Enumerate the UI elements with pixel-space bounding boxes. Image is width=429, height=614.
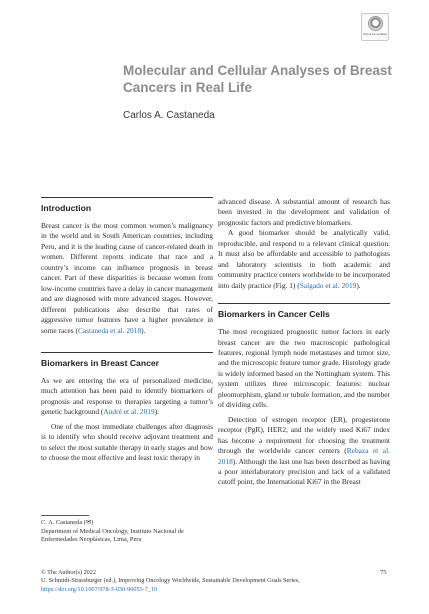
biomarkers-paragraph-1: As we are entering the era of personalized medicine, much attention has been paid to identify biomarkers of prognosis and response to therapies targeting a tumor’s genetic background (André et al. 2019).	[41, 375, 213, 417]
doi-link[interactable]: https://doi.org/10.1007/978-3-030-96053-7_10	[41, 585, 158, 593]
section-heading-biomarkers-breast: Biomarkers in Breast Cancer	[41, 352, 213, 368]
section-heading-introduction: Introduction	[41, 197, 213, 213]
good-biomarker-paragraph: A good biomarker should be analytically valid, reproducible, and respond to a relevant clinical question. It must also be affordable and accessible to pathologists and laboratory scientists in both academic and community practice centers worldwide to be incorporated into daily practice (Fig. 1) (Salgado et al. 2019).	[218, 228, 390, 290]
page-number: 75	[380, 569, 387, 576]
intro-paragraph: Breast cancer is the most common women’s malignancy in the world and in South American countries, including Peru, and it is the leading cause of cancer-related death in women. Different reports indicate that race and a country’s income can influence prognosis in breast cancer. Part of these disparities is because women from low-income countries have a delay in cancer management and are diagnosed with more advanced stages. However, different publications also describe that rates of aggressive tumor features have a higher prevalence in some races (Castaneda et al. 2018).	[41, 221, 213, 335]
book-citation-line: U. Schmidt-Strassburger (ed.), Improving Oncology Worldwide, Sustainable Development Goals Series,	[41, 577, 300, 585]
chapter-author: Carlos A. Castaneda	[123, 110, 215, 121]
footnote-affiliation: Department of Medical Oncology, Instituto Nacional de Enfermedades Neoplásicas, Lima, Peru	[41, 527, 184, 544]
section-heading-biomarkers-cells: Biomarkers in Cancer Cells	[218, 303, 390, 319]
author-footnote	[41, 519, 213, 545]
cells-paragraph-2: Detection of estrogen receptor (ER), progesterone receptor (PgR), HER2, and the widely used Ki67 index has become a requirement for choosing the treatment through the worldwide cancer centers (Rebaza et al. 2018). Although the last one has been described as having a poor interlaboratory precision and lack of a validated cutoff point, the International Ki67 in the Breast	[218, 414, 390, 487]
citation-link[interactable]: Castaneda et al. 2018	[77, 325, 142, 335]
copyright-line: © The Author(s) 2022	[41, 569, 96, 576]
citation-link[interactable]: Rebaza et al. 2018	[218, 446, 390, 466]
left-column	[41, 197, 213, 464]
citation-link[interactable]: Salgado et al. 2019	[299, 280, 357, 290]
citation-link[interactable]: André et al. 2019	[103, 407, 155, 417]
check-for-updates-badge[interactable]	[361, 13, 389, 41]
footnote-divider	[41, 515, 89, 516]
continued-paragraph: advanced disease. A substantial amount of research has been invested in the development and validation of prognostic factors and predictive biomarkers.	[218, 197, 390, 227]
right-column	[218, 197, 390, 488]
copyright-block	[41, 569, 381, 594]
footnote-author-name: C. A. Castaneda (✉)	[41, 519, 94, 526]
crossmark-icon	[368, 16, 383, 31]
biomarkers-paragraph-2: One of the most immediate challenges after diagnosis is to identify who should receive adjuvant treatment and to select the most suitable therapy in early stages and how to choose the most effective and least toxic therapy in	[41, 421, 213, 463]
chapter-title: Molecular and Cellular Analyses of Breast Cancers in Real Life	[123, 63, 392, 95]
cells-paragraph-1: The most recognized prognostic tumor factors in early breast cancer are the two macroscopic pathological features, regional lymph node metastases and tumor size, and the microscopic feature tumor grade. Histology grade is widely informed based on the Nottingham system. This system utilizes three microscopic features: nuclear pleomorphism, gland or tubule formation, and the number of dividing cells.	[218, 327, 390, 410]
badge-label: Check for updates	[362, 32, 388, 36]
